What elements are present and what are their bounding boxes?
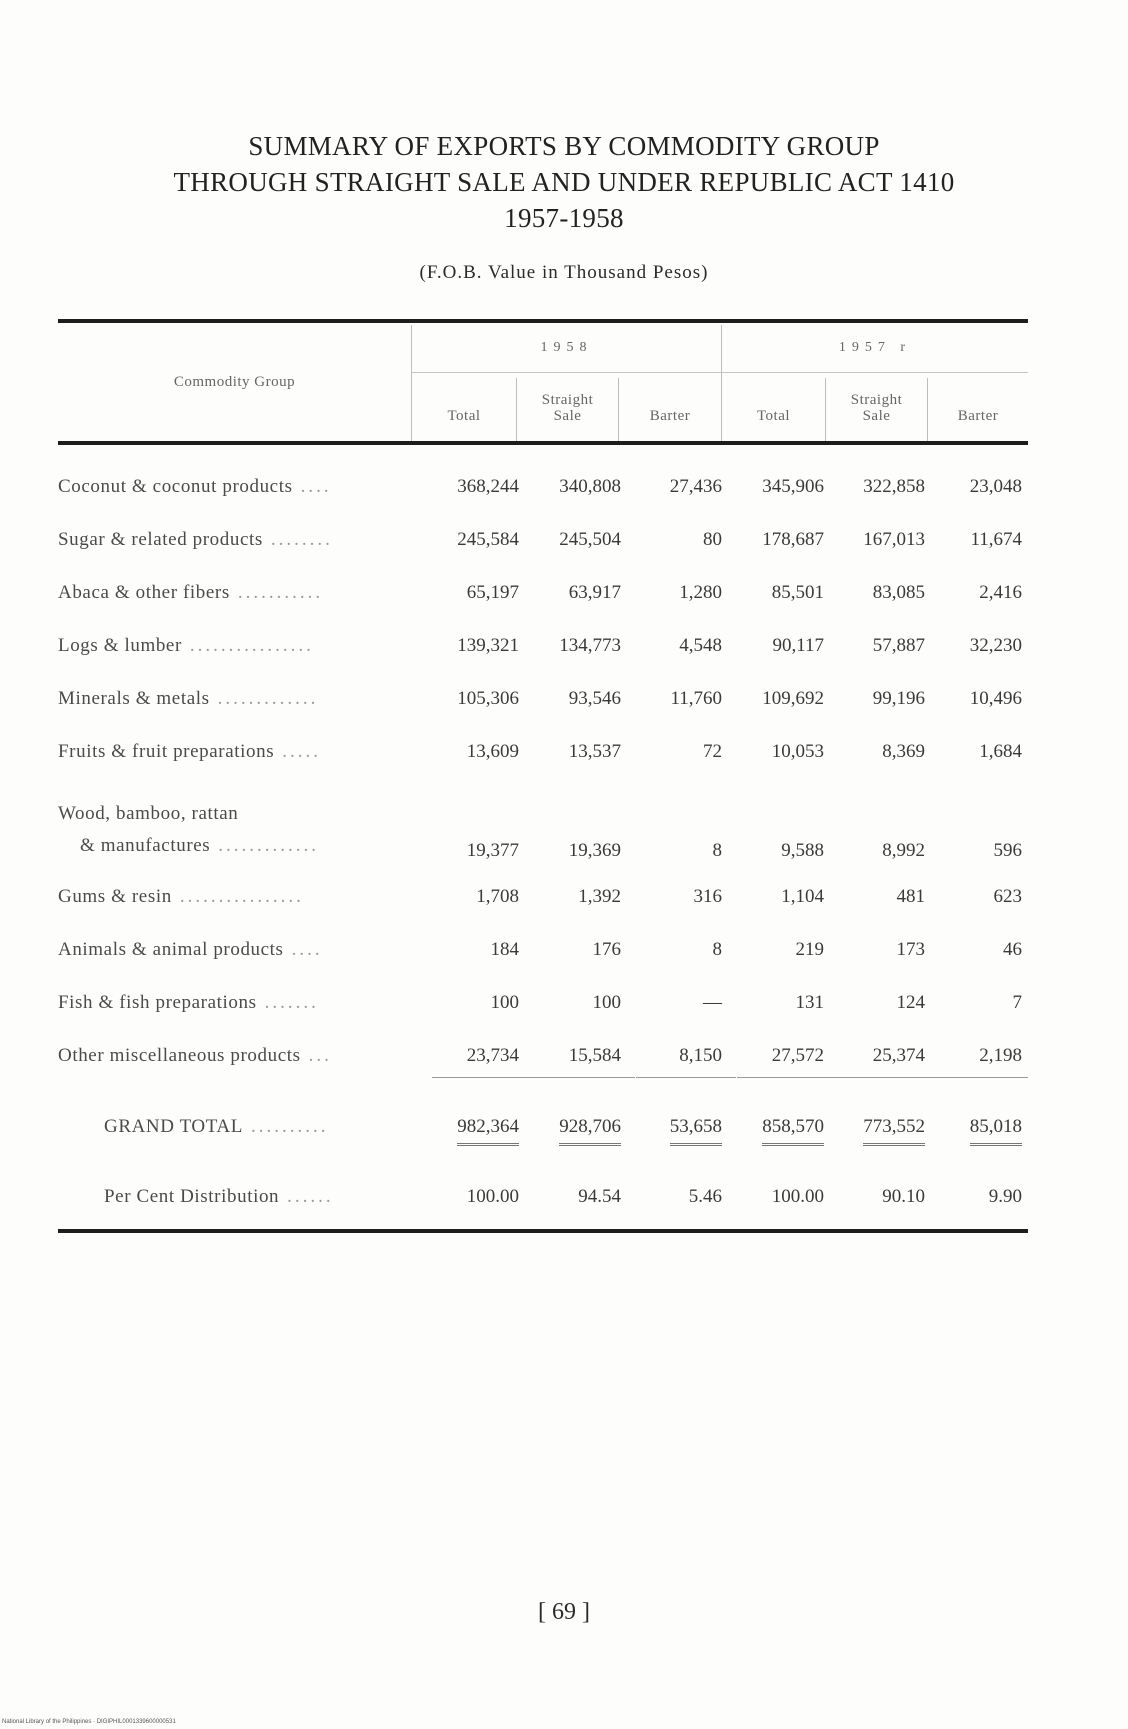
commodity-label bbox=[58, 976, 424, 1029]
cell-straight-sale-1958 bbox=[525, 923, 627, 976]
cell-total-1957 bbox=[728, 619, 830, 672]
cell-value: 32,230 bbox=[969, 634, 1022, 656]
commodity-label bbox=[58, 619, 424, 672]
leader-dots: .......... bbox=[250, 1116, 329, 1137]
cell-barter-1957 bbox=[931, 1029, 1028, 1082]
cell-value: 340,808 bbox=[559, 475, 621, 497]
page-number: [ 69 ] bbox=[538, 1599, 590, 1625]
cell-barter-1958 bbox=[627, 513, 728, 566]
commodity-label bbox=[58, 778, 424, 870]
cell-total-1958 bbox=[424, 976, 525, 1029]
table-row bbox=[58, 1029, 1028, 1082]
cell-straight-sale-1958 bbox=[525, 778, 627, 870]
cell-value: 982,364 bbox=[457, 1116, 519, 1146]
commodity-label-text: Sugar & related products bbox=[58, 528, 263, 550]
cell-total-1957 bbox=[728, 1164, 830, 1230]
leader-dots: ........ bbox=[270, 528, 333, 550]
cell-value: 176 bbox=[592, 938, 621, 960]
cell-value: 1,392 bbox=[578, 885, 621, 907]
cell-value: 1,684 bbox=[979, 740, 1022, 762]
cell-value: 72 bbox=[703, 740, 722, 762]
cell-total-1958 bbox=[424, 513, 525, 566]
cell-total-1958 bbox=[424, 923, 525, 976]
cell-straight-sale-1957 bbox=[830, 1082, 931, 1164]
cell-straight-sale-1957 bbox=[830, 976, 931, 1029]
commodity-label-line-2 bbox=[58, 835, 319, 856]
percent-row bbox=[58, 1164, 1028, 1230]
leader-dots: ............. bbox=[218, 835, 320, 856]
cell-barter-1957 bbox=[931, 870, 1028, 923]
table-header-rule bbox=[58, 441, 1028, 445]
cell-total-1957 bbox=[728, 725, 830, 778]
cell-value: 368,244 bbox=[457, 475, 519, 497]
cell-value: 178,687 bbox=[762, 528, 824, 550]
cell-value: 131 bbox=[795, 991, 824, 1013]
cell-barter-1957 bbox=[931, 566, 1028, 619]
cell-value: 322,858 bbox=[863, 475, 925, 497]
cell-total-1957 bbox=[728, 566, 830, 619]
cell-straight-sale-1957 bbox=[830, 778, 931, 870]
cell-value: 94.54 bbox=[578, 1186, 621, 1207]
cell-straight-sale-1957 bbox=[830, 513, 931, 566]
commodity-label-text: Per Cent Distribution bbox=[104, 1186, 280, 1207]
cell-straight-sale-1958 bbox=[525, 619, 627, 672]
cell-value: 316 bbox=[693, 885, 722, 907]
cell-barter-1958 bbox=[627, 870, 728, 923]
cell-total-1958 bbox=[424, 672, 525, 725]
cell-value: 623 bbox=[993, 885, 1022, 907]
cell-value: 184 bbox=[490, 938, 519, 960]
commodity-label bbox=[58, 923, 424, 976]
cell-total-1957 bbox=[728, 513, 830, 566]
cell-value: 80 bbox=[703, 528, 722, 550]
report-subtitle: (F.O.B. Value in Thousand Pesos) bbox=[419, 262, 709, 283]
table-row bbox=[58, 923, 1028, 976]
cell-value: 1,104 bbox=[781, 885, 824, 907]
table-row bbox=[58, 778, 1028, 870]
cell-barter-1957 bbox=[931, 460, 1028, 513]
cell-straight-sale-1957 bbox=[830, 870, 931, 923]
cell-value: 93,546 bbox=[568, 687, 621, 709]
report-title bbox=[0, 128, 1128, 236]
commodity-label bbox=[58, 513, 424, 566]
cell-total-1958 bbox=[424, 1029, 525, 1082]
cell-total-1958 bbox=[424, 778, 525, 870]
cell-total-1957 bbox=[728, 870, 830, 923]
cell-straight-sale-1958 bbox=[525, 870, 627, 923]
commodity-label bbox=[58, 1164, 424, 1230]
grand-total-row bbox=[58, 1082, 1028, 1164]
leader-dots: ..... bbox=[282, 740, 321, 762]
cell-value: 10,496 bbox=[969, 687, 1022, 709]
cell-barter-1958 bbox=[627, 566, 728, 619]
cell-straight-sale-1958 bbox=[525, 1029, 627, 1082]
cell-value: — bbox=[703, 991, 722, 1013]
cell-value: 83,085 bbox=[872, 581, 925, 603]
cell-value: 19,369 bbox=[568, 840, 621, 861]
commodity-label-text: & manufactures bbox=[80, 835, 211, 856]
commodity-label-text: Logs & lumber bbox=[58, 634, 182, 656]
cell-straight-sale-1957 bbox=[830, 1164, 931, 1230]
cell-total-1957 bbox=[728, 1029, 830, 1082]
commodity-label-text: Fruits & fruit preparations bbox=[58, 740, 275, 762]
table-row bbox=[58, 870, 1028, 923]
cell-value: 23,734 bbox=[466, 1044, 519, 1066]
cell-value: 19,377 bbox=[466, 840, 519, 861]
cell-value: 100.00 bbox=[771, 1186, 824, 1207]
cell-barter-1958 bbox=[627, 1164, 728, 1230]
header-total-1957: Total bbox=[756, 408, 791, 424]
cell-value: 105,306 bbox=[457, 687, 519, 709]
cell-value: 53,658 bbox=[670, 1116, 722, 1146]
cell-straight-sale-1957 bbox=[830, 566, 931, 619]
table-row bbox=[58, 460, 1028, 513]
leader-dots: ................ bbox=[189, 634, 314, 656]
cell-value: 8 bbox=[712, 938, 722, 960]
header-straight-sale-1957: Straight Sale bbox=[850, 392, 903, 424]
sum-rule bbox=[636, 1077, 736, 1078]
cell-value: 245,584 bbox=[457, 528, 519, 550]
cell-value: 134,773 bbox=[559, 634, 621, 656]
cell-straight-sale-1957 bbox=[830, 672, 931, 725]
cell-barter-1958 bbox=[627, 725, 728, 778]
cell-value: 167,013 bbox=[863, 528, 925, 550]
commodity-label-text: Minerals & metals bbox=[58, 687, 210, 709]
table-row bbox=[58, 976, 1028, 1029]
cell-barter-1958 bbox=[627, 1082, 728, 1164]
commodity-label-text: GRAND TOTAL bbox=[104, 1116, 243, 1137]
cell-total-1958 bbox=[424, 566, 525, 619]
cell-value: 13,609 bbox=[466, 740, 519, 762]
cell-value: 858,570 bbox=[762, 1116, 824, 1146]
cell-value: 124 bbox=[896, 991, 925, 1013]
commodity-label-text: Abaca & other fibers bbox=[58, 581, 230, 603]
cell-value: 219 bbox=[795, 938, 824, 960]
cell-value: 773,552 bbox=[863, 1116, 925, 1146]
cell-value: 85,018 bbox=[970, 1116, 1022, 1146]
sum-rule bbox=[737, 1077, 840, 1078]
cell-barter-1957 bbox=[931, 672, 1028, 725]
cell-barter-1957 bbox=[931, 725, 1028, 778]
table-row bbox=[58, 619, 1028, 672]
cell-total-1957 bbox=[728, 923, 830, 976]
cell-barter-1958 bbox=[627, 619, 728, 672]
footer-credit: National Library of the Philippines · DIGIPHIL0001339600000531 bbox=[2, 1719, 176, 1725]
sum-rule bbox=[840, 1077, 943, 1078]
sum-rule bbox=[432, 1077, 536, 1078]
cell-value: 9,588 bbox=[781, 840, 824, 861]
leader-dots: ...... bbox=[287, 1186, 334, 1207]
cell-straight-sale-1957 bbox=[830, 460, 931, 513]
cell-barter-1957 bbox=[931, 513, 1028, 566]
commodity-table bbox=[58, 460, 1028, 1230]
leader-dots: .... bbox=[300, 475, 332, 497]
header-year-1957: 1957 r bbox=[838, 340, 912, 355]
cell-value: 8 bbox=[712, 840, 722, 861]
header-barter-1958: Barter bbox=[649, 408, 691, 424]
cell-value: 46 bbox=[1003, 938, 1022, 960]
cell-value: 100 bbox=[490, 991, 519, 1013]
cell-value: 90.10 bbox=[882, 1186, 925, 1207]
cell-straight-sale-1958 bbox=[525, 513, 627, 566]
title-line-1: SUMMARY OF EXPORTS BY COMMODITY GROUP bbox=[248, 131, 880, 161]
cell-value: 99,196 bbox=[872, 687, 925, 709]
cell-straight-sale-1957 bbox=[830, 619, 931, 672]
table-row bbox=[58, 566, 1028, 619]
cell-barter-1958 bbox=[627, 672, 728, 725]
cell-value: 139,321 bbox=[457, 634, 519, 656]
cell-value: 596 bbox=[993, 840, 1022, 861]
leader-dots: ... bbox=[308, 1044, 332, 1066]
cell-barter-1958 bbox=[627, 923, 728, 976]
cell-straight-sale-1958 bbox=[525, 1164, 627, 1230]
leader-dots: ....... bbox=[264, 991, 319, 1013]
cell-value: 23,048 bbox=[969, 475, 1022, 497]
commodity-label-text: Gums & resin bbox=[58, 885, 172, 907]
cell-value: 2,416 bbox=[979, 581, 1022, 603]
leader-dots: ........... bbox=[237, 581, 324, 603]
cell-straight-sale-1958 bbox=[525, 566, 627, 619]
cell-value: 90,117 bbox=[772, 634, 824, 656]
sum-rule bbox=[942, 1077, 1028, 1078]
commodity-label bbox=[58, 566, 424, 619]
cell-total-1957 bbox=[728, 1082, 830, 1164]
cell-value: 8,150 bbox=[679, 1044, 722, 1066]
cell-value: 109,692 bbox=[762, 687, 824, 709]
cell-total-1957 bbox=[728, 778, 830, 870]
cell-straight-sale-1957 bbox=[830, 923, 931, 976]
table-row bbox=[58, 725, 1028, 778]
cell-total-1958 bbox=[424, 1164, 525, 1230]
commodity-label bbox=[58, 725, 424, 778]
cell-total-1957 bbox=[728, 460, 830, 513]
cell-value: 8,369 bbox=[882, 740, 925, 762]
cell-value: 4,548 bbox=[679, 634, 722, 656]
cell-value: 57,887 bbox=[872, 634, 925, 656]
commodity-label-text: Fish & fish preparations bbox=[58, 991, 257, 1013]
cell-total-1958 bbox=[424, 725, 525, 778]
cell-value: 65,197 bbox=[466, 581, 519, 603]
header-barter-1957: Barter bbox=[957, 408, 999, 424]
cell-value: 25,374 bbox=[872, 1044, 925, 1066]
cell-value: 100.00 bbox=[466, 1186, 519, 1207]
cell-value: 27,436 bbox=[669, 475, 722, 497]
commodity-label bbox=[58, 1029, 424, 1082]
leader-dots: .... bbox=[291, 938, 323, 960]
cell-total-1958 bbox=[424, 1082, 525, 1164]
cell-value: 8,992 bbox=[882, 840, 925, 861]
header-straight-sale-1958: Straight Sale bbox=[541, 392, 594, 424]
cell-barter-1958 bbox=[627, 976, 728, 1029]
commodity-label-text: Animals & animal products bbox=[58, 938, 284, 960]
cell-value: 1,708 bbox=[476, 885, 519, 907]
cell-value: 928,706 bbox=[559, 1116, 621, 1146]
cell-total-1958 bbox=[424, 870, 525, 923]
commodity-label-line-1: Wood, bamboo, rattan bbox=[58, 803, 239, 824]
cell-barter-1957 bbox=[931, 976, 1028, 1029]
commodity-label bbox=[58, 672, 424, 725]
cell-value: 9.90 bbox=[988, 1186, 1022, 1207]
commodity-label bbox=[58, 460, 424, 513]
header-total-1958: Total bbox=[447, 408, 481, 424]
cell-barter-1957 bbox=[931, 1164, 1028, 1230]
commodity-label bbox=[58, 1082, 424, 1164]
cell-straight-sale-1957 bbox=[830, 1029, 931, 1082]
cell-barter-1957 bbox=[931, 619, 1028, 672]
cell-straight-sale-1958 bbox=[525, 976, 627, 1029]
cell-value: 173 bbox=[896, 938, 925, 960]
header-commodity-group: Commodity Group bbox=[173, 374, 296, 390]
cell-barter-1957 bbox=[931, 1082, 1028, 1164]
cell-straight-sale-1958 bbox=[525, 725, 627, 778]
cell-value: 27,572 bbox=[771, 1044, 824, 1066]
cell-value: 5.46 bbox=[688, 1186, 722, 1207]
cell-barter-1957 bbox=[931, 778, 1028, 870]
cell-value: 1,280 bbox=[679, 581, 722, 603]
cell-value: 2,198 bbox=[979, 1044, 1022, 1066]
cell-value: 13,537 bbox=[568, 740, 621, 762]
cell-value: 11,760 bbox=[670, 687, 722, 709]
cell-straight-sale-1958 bbox=[525, 672, 627, 725]
cell-barter-1958 bbox=[627, 778, 728, 870]
cell-barter-1957 bbox=[931, 923, 1028, 976]
cell-straight-sale-1958 bbox=[525, 460, 627, 513]
cell-straight-sale-1957 bbox=[830, 725, 931, 778]
cell-barter-1958 bbox=[627, 460, 728, 513]
cell-value: 15,584 bbox=[568, 1044, 621, 1066]
commodity-label-text: Coconut & coconut products bbox=[58, 475, 293, 497]
cell-value: 100 bbox=[592, 991, 621, 1013]
header-year-rule bbox=[412, 372, 1028, 373]
commodity-table-body bbox=[58, 460, 1028, 1230]
cell-value: 63,917 bbox=[568, 581, 621, 603]
cell-total-1958 bbox=[424, 619, 525, 672]
title-line-3: 1957-1958 bbox=[504, 203, 624, 233]
cell-value: 345,906 bbox=[762, 475, 824, 497]
commodity-label-text: Other miscellaneous products bbox=[58, 1044, 301, 1066]
cell-total-1958 bbox=[424, 460, 525, 513]
table-row bbox=[58, 672, 1028, 725]
header-year-1958: 1958 bbox=[540, 340, 593, 355]
cell-total-1957 bbox=[728, 672, 830, 725]
cell-value: 85,501 bbox=[771, 581, 824, 603]
cell-straight-sale-1958 bbox=[525, 1082, 627, 1164]
cell-total-1957 bbox=[728, 976, 830, 1029]
cell-barter-1958 bbox=[627, 1029, 728, 1082]
cell-value: 10,053 bbox=[771, 740, 824, 762]
table-row bbox=[58, 513, 1028, 566]
leader-dots: ................ bbox=[179, 885, 304, 907]
cell-value: 11,674 bbox=[970, 528, 1022, 550]
leader-dots: ............. bbox=[217, 687, 319, 709]
table-top-rule bbox=[58, 319, 1028, 323]
cell-value: 7 bbox=[1012, 991, 1022, 1013]
title-line-2: THROUGH STRAIGHT SALE AND UNDER REPUBLIC ACT 1410 bbox=[173, 167, 955, 197]
cell-value: 245,504 bbox=[559, 528, 621, 550]
cell-value: 481 bbox=[896, 885, 925, 907]
sum-rule bbox=[532, 1077, 635, 1078]
commodity-label bbox=[58, 870, 424, 923]
